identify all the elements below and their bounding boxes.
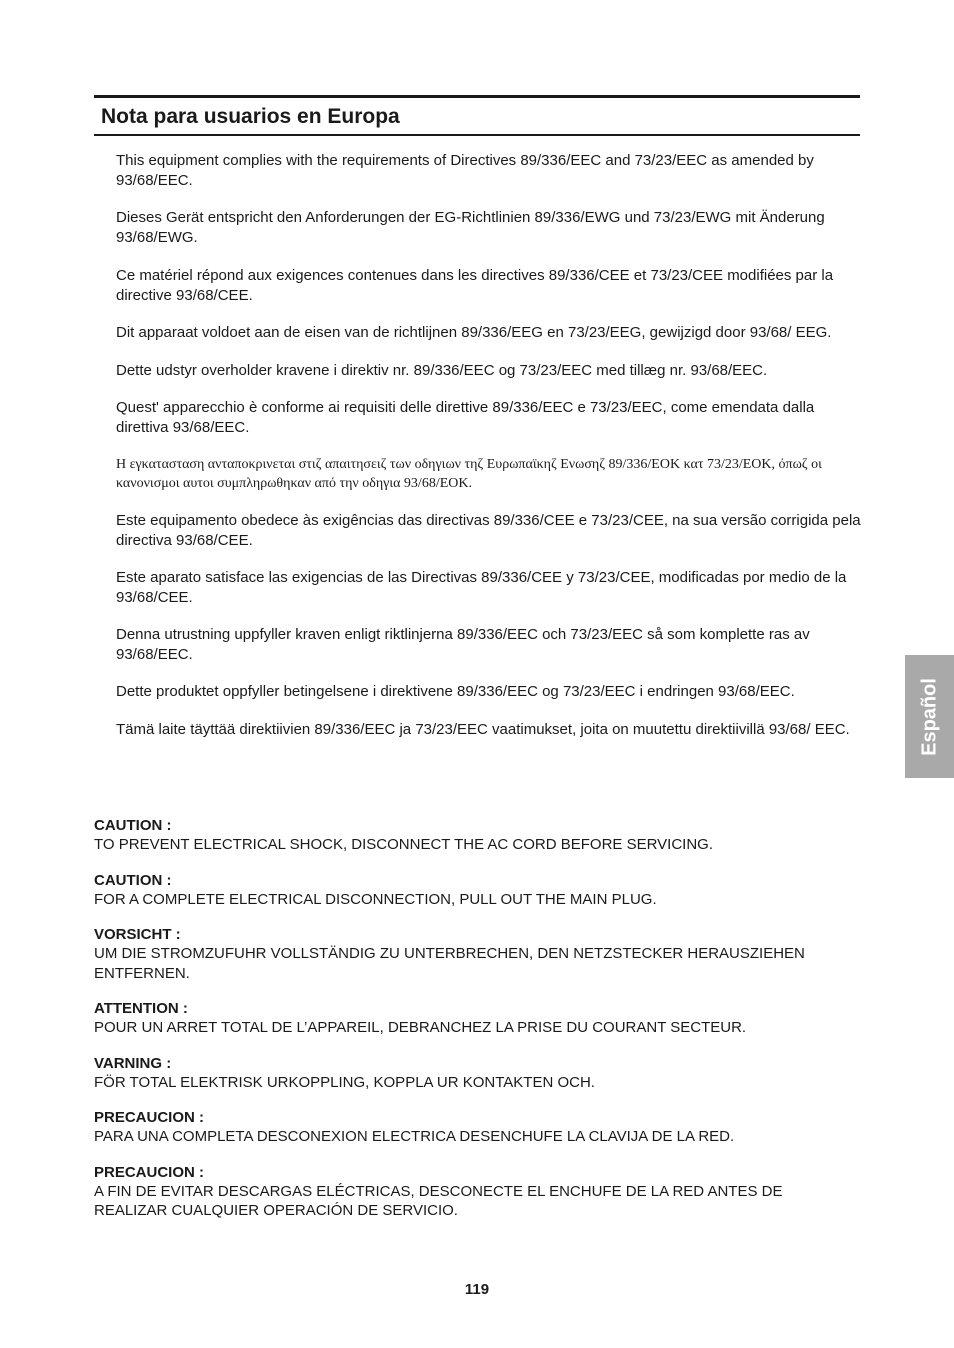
caution-text: A FIN DE EVITAR DESCARGAS ELÉCTRICAS, DESCONECTE EL ENCHUFE DE LA RED ANTES DE REALIZAR CUALQUIER OPERACIÓN DE SERVICIO. (94, 1182, 783, 1219)
caution-text: FÖR TOTAL ELEKTRISK URKOPPLING, KOPPLA UR KONTAKTEN OCH. (94, 1073, 595, 1091)
caution-heading: CAUTION : (94, 817, 172, 834)
caution-text: TO PREVENT ELECTRICAL SHOCK, DISCONNECT THE AC CORD BEFORE SERVICING. (94, 836, 714, 853)
caution-heading: CAUTION : (94, 871, 172, 889)
caution-text: UM DIE STROMZUFUHR VOLLSTÄNDIG ZU UNTERBRECHEN, DEN NETZSTECKER HERAUSZIEHEN ENTFERNEN. (94, 945, 805, 982)
page-title-bar (94, 95, 860, 136)
caution-block-german (94, 925, 854, 983)
caution-block-french (94, 999, 854, 1038)
page-title: Nota para usuarios en Europa (101, 105, 400, 128)
caution-heading: PRECAUCION : (94, 1163, 205, 1181)
directive-spanish: Este aparato satisface las exigencias de las Directivas 89/336/CEE y 73/23/CEE, modificadas por medio de la 93/68/CEE. (116, 569, 847, 606)
caution-heading: VORSICHT : (94, 926, 181, 943)
directive-english: This equipment complies with the requirements of Directives 89/336/EEC and 73/23/EEC as amended by 93/68/EEC. (116, 152, 814, 189)
caution-text: FOR A COMPLETE ELECTRICAL DISCONNECTION, PULL OUT THE MAIN PLUG. (94, 890, 657, 908)
directive-dutch: Dit apparaat voldoet aan de eisen van de richtlijnen 89/336/EEG en 73/23/EEG, gewijzigd door 93/68/ EEG. (116, 324, 832, 341)
directive-swedish: Denna utrustning uppfyller kraven enligt riktlinjerna 89/336/EEC och 73/23/EEC så som komplette ras av 93/68/EEC. (116, 626, 810, 663)
caution-text: POUR UN ARRET TOTAL DE L’APPAREIL, DEBRANCHEZ LA PRISE DU COURANT SECTEUR. (94, 1019, 747, 1036)
directive-portuguese: Este equipamento obedece às exigências das directivas 89/336/CEE e 73/23/CEE, na sua versão corrigida pela directiva 93/68/CEE. (116, 512, 861, 549)
language-side-tab (905, 655, 954, 778)
directive-finnish: Tämä laite täyttää direktiivien 89/336/EEC ja 73/23/EEC vaatimukset, joita on muutettu direktiivillä 93/68/ EEC. (116, 720, 850, 738)
caution-block-english-2 (94, 871, 854, 910)
caution-text: PARA UNA COMPLETA DESCONEXION ELECTRICA DESENCHUFE LA CLAVIJA DE LA RED. (94, 1128, 735, 1145)
directive-norwegian: Dette produktet oppfyller betingelsene i direktivene 89/336/EEC og 73/23/EEC i endringen 93/68/EEC. (116, 683, 795, 700)
page-number: 119 (464, 1281, 490, 1298)
directive-greek: Η εγκατασταση ανταποκρινεται στιζ απαιτησειζ των οδηγιων τηζ Ευρωπαϊκηζ Ενωσηζ 89/336/ΕΟΚ κατ 73/23/ΕΟΚ, όπωζ οι κανονισμοι αυτοι συμπληρωθηκαν από την οδηγια 93/68/ΕΟΚ. (116, 457, 822, 491)
caution-block-spanish-1 (94, 1108, 854, 1147)
directive-german: Dieses Gerät entspricht den Anforderungen der EG-Richtlinien 89/336/EWG und 73/23/EWG mit Änderung 93/68/EWG. (116, 209, 825, 246)
caution-heading: ATTENTION : (94, 1000, 188, 1017)
directive-italian: Quest' apparecchio è conforme ai requisiti delle direttive 89/336/EEC e 73/23/EEC, come emendata dalla direttiva 93/68/EEC. (116, 399, 815, 436)
directive-danish: Dette udstyr overholder kravene i direktiv nr. 89/336/EEC og 73/23/EEC med tillæg nr. 93/68/EEC. (116, 361, 768, 379)
caution-block-spanish-2 (94, 1163, 854, 1221)
caution-block-swedish (94, 1054, 854, 1093)
caution-heading: VARNING : (94, 1054, 172, 1072)
language-side-tab-label: Español (918, 677, 940, 756)
directive-list (116, 151, 864, 739)
caution-heading: PRECAUCION : (94, 1109, 205, 1126)
caution-list (94, 816, 854, 1221)
caution-block-english-1 (94, 816, 854, 855)
directive-french: Ce matériel répond aux exigences contenues dans les directives 89/336/CEE et 73/23/CEE modifiées par la directive 93/68/CEE. (116, 267, 834, 304)
